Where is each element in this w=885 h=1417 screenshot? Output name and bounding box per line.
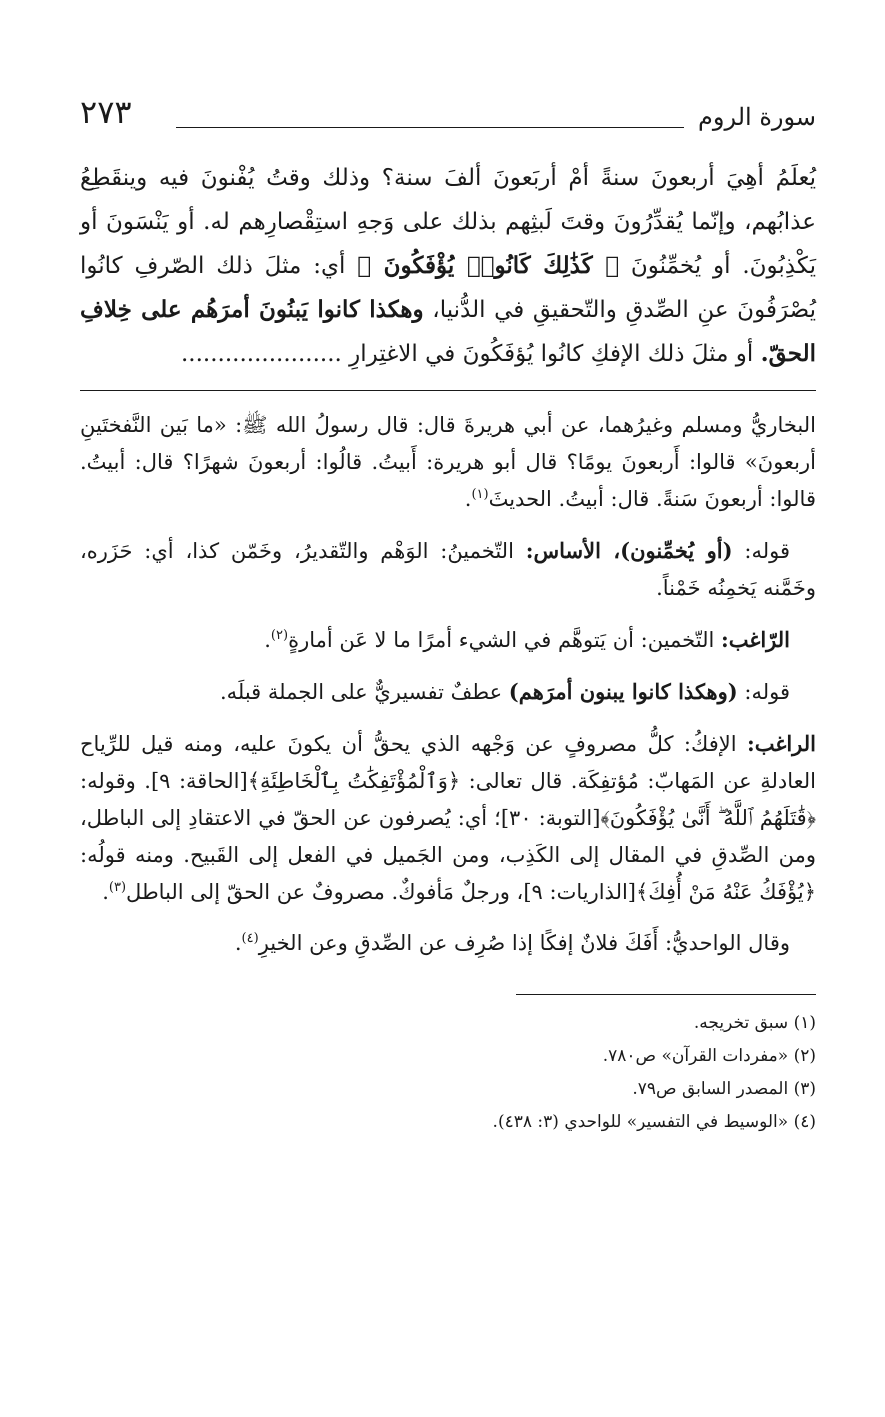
commentary-lemma: (وهكذا كانوا يبنون أمرَهم) bbox=[508, 679, 738, 704]
commentary-paragraph bbox=[80, 621, 816, 659]
commentary-text: عطفٌ تفسيريٌّ على الجملة قبلَه. bbox=[219, 680, 509, 704]
book-page bbox=[80, 90, 816, 1139]
main-text-part-2: أي: مثلَ ذلك الصّرفِ كانُوا يُصْرَفُونَ عنِ الصِّدقِ والتّحقيقِ في الدُّنيا، bbox=[80, 253, 816, 323]
section-divider bbox=[80, 390, 816, 391]
footnote: (١) سبق تخريجه. bbox=[693, 1013, 816, 1033]
dotted-leader: ...................... bbox=[181, 341, 342, 367]
commentary-text: وقال الواحديُّ: أَفَكَ فلانٌ إفكًا إذا صُرِف عن الصِّدقِ وعن الخيرِ bbox=[258, 931, 790, 955]
commentary-text: الإفكُ: كلُّ مصروفٍ عن وَجْهه الذي يحقُّ أن يكونَ عليه، ومنه قيل للرِّياح العادلةِ عن المَهابّ: مُؤتفِكَة. قال تعالى: ﴿وَٱلْمُؤْتَفِكَٰتُ بِٱلْخَاطِئَةِ﴾[الحاقة: ٩]. وقوله: ﴿قَٰتَلَهُمُ ٱللَّهُ ۖ أَنَّىٰ يُؤْفَكُونَ﴾[التوبة: ٣٠]؛ أي: يُصرفون عن الحقّ في الاعتقادِ إلى الباطل، ومن الصِّدقِ في المقال إلى الكَذِب، ومن الجَميل في الفعل إلى القَبيح. ومنه قولُه: ﴿يُؤْفَكُ عَنْهُ مَنْ أُفِكَ﴾[الذاريات: ٩]، ورجلٌ مَأفوكٌ. مصروفٌ عن الحقّ إلى الباطل bbox=[80, 732, 816, 904]
commentary-paragraph bbox=[80, 532, 816, 607]
footnote: (٢) «مفردات القرآن» ص٧٨٠. bbox=[602, 1046, 816, 1066]
footnote: (٣) المصدر السابق ص٧٩. bbox=[632, 1079, 816, 1099]
commentary-text: التّخمينُ: الوَهْم والتّقديرُ، وخَمّن كذا، أي: حَزَره، وخَمَّنه يَخمِنُه خَمْناً. bbox=[80, 539, 816, 600]
main-text-part-3: أو مثلَ ذلك الإفكِ كانُوا يُؤفَكُونَ في الاغتِرارِ bbox=[349, 341, 754, 367]
footnote-divider bbox=[516, 994, 816, 995]
footnote-ref: (٢) bbox=[270, 628, 289, 643]
commentary-paragraph bbox=[80, 407, 816, 518]
commentary-text: . bbox=[102, 880, 109, 904]
surah-title: سورة الروم bbox=[698, 103, 816, 131]
commentary-paragraph bbox=[80, 673, 816, 711]
commentary-text: التّخمين: أن يَتوهَّم في الشيء أمرًا ما لا عَن أمارةٍ bbox=[288, 628, 721, 652]
commentary-text: . bbox=[464, 487, 472, 511]
footnote: (٤) «الوسيط في التفسير» للواحدي (٣: ٤٣٨). bbox=[492, 1112, 816, 1132]
commentary bbox=[80, 407, 816, 962]
footnote-ref: (٤) bbox=[241, 931, 259, 946]
commentary-paragraph bbox=[80, 925, 816, 962]
commentary-source: الرّاغب: bbox=[720, 627, 790, 652]
commentary-text: قوله: bbox=[737, 680, 790, 704]
footnotes bbox=[80, 1007, 816, 1139]
running-header bbox=[80, 90, 816, 134]
commentary-text: قوله: bbox=[732, 539, 791, 563]
commentary-text: . bbox=[264, 628, 271, 652]
main-text bbox=[80, 156, 816, 376]
header-rule bbox=[176, 127, 684, 128]
commentary-text: البخاريُّ ومسلم وغيرُهما، عن أبي هريرةَ قال: قال رسولُ الله ﷺ: «ما بَين النَّفختَينِ أربعونَ» قالوا: أَربعونَ يومًا؟ قال أبو هريرة: أَبيتُ. قالُوا: أربعونَ شهرًا؟ قال: أبيتُ. قالوا: أربعونَ سَنةً. قال: أبيتُ. الحديثَ bbox=[80, 413, 816, 511]
footnote-ref: (١) bbox=[471, 487, 489, 502]
commentary-text: . bbox=[234, 931, 242, 955]
commentary-source: الراغب: bbox=[746, 731, 816, 756]
main-text-bold: وهكذا كانوا يَبنُونَ أمرَهُم على خِلافِ الحقّ. bbox=[80, 296, 816, 367]
main-text-part-1: يُعلَمُ أهِيَ أربعونَ سنةً أمْ أربَعونَ ألفَ سنة؟ وذلك وقتُ يُفْنونَ فيه وينقَطِعُ عذابُهم، وإنّما يُقدِّرُونَ وقتَ لَبثِهم بذلك على وَجهِ استِقْصارِهم له. أو يَنْسَونَ أو يَكْذِبُونَ. أو يُخمِّنُونَ bbox=[80, 165, 816, 279]
footnote-ref: (٣) bbox=[108, 880, 127, 895]
page-number: ٢٧٣ bbox=[80, 93, 132, 131]
quran-verse: ﴿ كَذَٰلِكَ كَانُوا۟ يُؤْفَكُونَ ﴾ bbox=[357, 252, 620, 279]
commentary-lemma: (أو يُخمِّنون)، الأساس: bbox=[525, 538, 733, 563]
commentary-paragraph bbox=[80, 725, 816, 911]
